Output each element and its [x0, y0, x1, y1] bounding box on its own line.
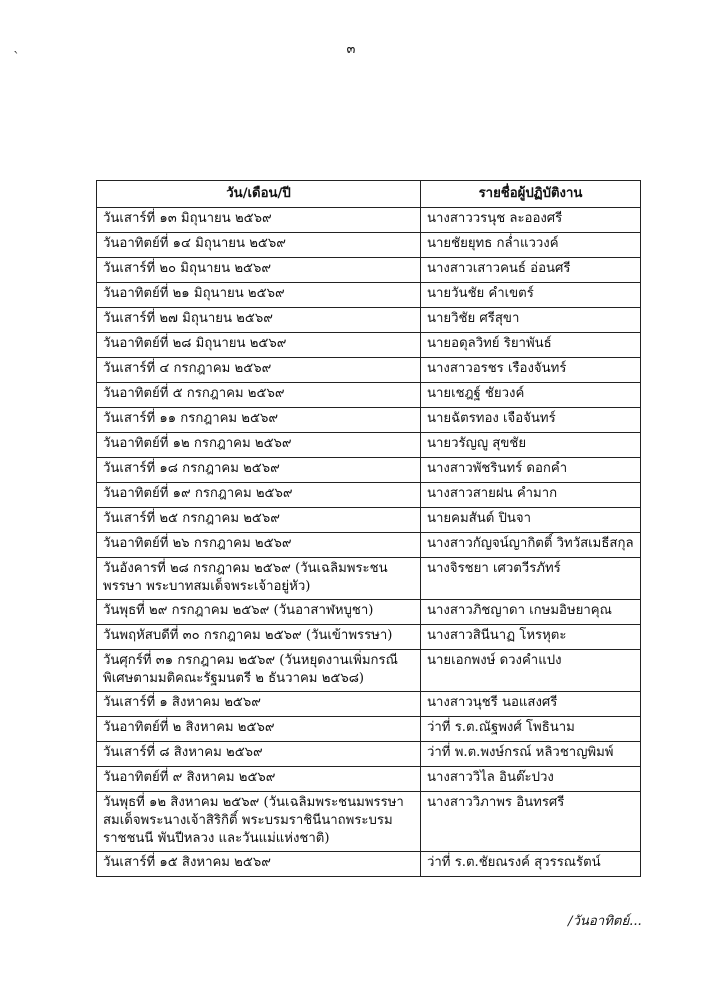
row-date-cell: วันอาทิตย์ที่ ๒๘ มิถุนายน ๒๕๖๙	[97, 333, 421, 358]
row-date-cell: วันอาทิตย์ที่ ๒๑ มิถุนายน ๒๕๖๙	[97, 283, 421, 308]
row-name-cell: นายวันชัย คำเขตร์	[421, 283, 641, 308]
row-name-cell: นางสาวสินีนาฏ โหรหุตะ	[421, 625, 641, 650]
row-name-cell: นายวรัญญู สุขชัย	[421, 433, 641, 458]
table-row	[97, 283, 641, 308]
row-date-cell: วันเสาร์ที่ ๒๗ มิถุนายน ๒๕๖๙	[97, 308, 421, 333]
row-name-cell: นางจิรชยา เศวตวีรภัทร์	[421, 558, 641, 600]
row-date-cell: วันเสาร์ที่ ๔ กรกฎาคม ๒๕๖๙	[97, 358, 421, 383]
table-row	[97, 767, 641, 792]
row-date-cell: วันพุธที่ ๑๒ สิงหาคม ๒๕๖๙ (วันเฉลิมพระชนมพรรษา สมเด็จพระนางเจ้าสิริกิติ์ พระบรมราชินีนาถพระบรมราชชนนี พันปีหลวง และวันแม่แห่งชาติ)	[97, 792, 421, 852]
table-row	[97, 558, 641, 600]
row-date-cell: วันเสาร์ที่ ๑๕ สิงหาคม ๒๕๖๙	[97, 852, 421, 877]
table-row	[97, 625, 641, 650]
scan-speck: `	[13, 50, 20, 66]
table-row	[97, 358, 641, 383]
table-row	[97, 692, 641, 717]
header-name: รายชื่อผู้ปฏิบัติงาน	[421, 181, 641, 208]
header-date: วัน/เดือน/ปี	[97, 181, 421, 208]
table-row	[97, 717, 641, 742]
row-date-cell: วันเสาร์ที่ ๒๐ มิถุนายน ๒๕๖๙	[97, 258, 421, 283]
table-row	[97, 308, 641, 333]
row-name-cell: ว่าที่ ร.ต.ณัฐพงศ์ โพธินาม	[421, 717, 641, 742]
row-date-cell: วันเสาร์ที่ ๑ สิงหาคม ๒๕๖๙	[97, 692, 421, 717]
table-row	[97, 408, 641, 433]
row-date-cell: วันเสาร์ที่ ๑๑ กรกฎาคม ๒๕๖๙	[97, 408, 421, 433]
table-row	[97, 383, 641, 408]
row-name-cell: นายอดุลวิทย์ ริยาพันธ์	[421, 333, 641, 358]
table-row	[97, 433, 641, 458]
row-name-cell: นางสาววรนุช ละอองศรี	[421, 208, 641, 233]
row-name-cell: นางสาวกัญจน์ญากิตติ์ วิทวัสเมธีสกุล	[421, 533, 641, 558]
duty-roster-table	[96, 180, 641, 877]
row-date-cell: วันอาทิตย์ที่ ๑๔ มิถุนายน ๒๕๖๙	[97, 233, 421, 258]
row-name-cell: นางสาวเสาวคนธ์ อ่อนศรี	[421, 258, 641, 283]
table-row	[97, 208, 641, 233]
table-body	[97, 208, 641, 877]
row-date-cell: วันอาทิตย์ที่ ๒๖ กรกฎาคม ๒๕๖๙	[97, 533, 421, 558]
continuation-note: /วันอาทิตย์...	[568, 914, 642, 929]
row-date-cell: วันอาทิตย์ที่ ๑๒ กรกฎาคม ๒๕๖๙	[97, 433, 421, 458]
table-row	[97, 533, 641, 558]
row-name-cell: นางสาววิไล อินต๊ะปวง	[421, 767, 641, 792]
table-row	[97, 650, 641, 692]
row-date-cell: วันเสาร์ที่ ๑๓ มิถุนายน ๒๕๖๙	[97, 208, 421, 233]
row-date-cell: วันอาทิตย์ที่ ๕ กรกฎาคม ๒๕๖๙	[97, 383, 421, 408]
row-date-cell: วันอังคารที่ ๒๘ กรกฎาคม ๒๕๖๙ (วันเฉลิมพระชนพรรษา พระบาทสมเด็จพระเจ้าอยู่หัว)	[97, 558, 421, 600]
row-name-cell: นายเอกพงษ์ ดวงคำแปง	[421, 650, 641, 692]
table-row	[97, 792, 641, 852]
row-name-cell: ว่าที่ ร.ต.ชัยณรงค์ สุวรรณรัตน์	[421, 852, 641, 877]
table-row	[97, 852, 641, 877]
row-date-cell: วันอาทิตย์ที่ ๒ สิงหาคม ๒๕๖๙	[97, 717, 421, 742]
row-name-cell: นายคมสันต์ ปินจา	[421, 508, 641, 533]
table-row	[97, 508, 641, 533]
row-name-cell: นางสาวสายฝน คำมาก	[421, 483, 641, 508]
row-name-cell: นางสาวภิชญาดา เกษมอิษยาคุณ	[421, 600, 641, 625]
row-name-cell: นายฉัตรทอง เจือจันทร์	[421, 408, 641, 433]
page-number: ๓	[346, 42, 356, 57]
row-name-cell: นางสาววิภาพร อินทรศรี	[421, 792, 641, 852]
table-row	[97, 600, 641, 625]
table-header-row	[97, 181, 641, 208]
row-name-cell: นางสาวนุชรี นอแสงศรี	[421, 692, 641, 717]
row-name-cell: นายวิชัย ศรีสุขา	[421, 308, 641, 333]
row-date-cell: วันพุธที่ ๒๙ กรกฎาคม ๒๕๖๙ (วันอาสาฬหบูชา)	[97, 600, 421, 625]
row-name-cell: นางสาวอรชร เรืองจันทร์	[421, 358, 641, 383]
row-name-cell: นางสาวพัชรินทร์ ดอกคำ	[421, 458, 641, 483]
row-name-cell: นายเชฎฐ์ ชัยวงค์	[421, 383, 641, 408]
row-date-cell: วันเสาร์ที่ ๒๕ กรกฎาคม ๒๕๖๙	[97, 508, 421, 533]
row-date-cell: วันอาทิตย์ที่ ๙ สิงหาคม ๒๕๖๙	[97, 767, 421, 792]
row-date-cell: วันเสาร์ที่ ๑๘ กรกฎาคม ๒๕๖๙	[97, 458, 421, 483]
table-row	[97, 458, 641, 483]
row-date-cell: วันอาทิตย์ที่ ๑๙ กรกฎาคม ๒๕๖๙	[97, 483, 421, 508]
row-date-cell: วันศุกร์ที่ ๓๑ กรกฎาคม ๒๕๖๙ (วันหยุดงานเพิ่มกรณีพิเศษตามมติคณะรัฐมนตรี ๒ ธันวาคม ๒๕๖๘)	[97, 650, 421, 692]
table-row	[97, 333, 641, 358]
row-name-cell: นายชัยยุทธ กล่ำแววงค์	[421, 233, 641, 258]
row-date-cell: วันเสาร์ที่ ๘ สิงหาคม ๒๕๖๙	[97, 742, 421, 767]
row-name-cell: ว่าที่ พ.ต.พงษ์กรณ์ หลิวชาญพิมพ์	[421, 742, 641, 767]
table-row	[97, 742, 641, 767]
row-date-cell: วันพฤหัสบดีที่ ๓๐ กรกฎาคม ๒๕๖๙ (วันเข้าพรรษา)	[97, 625, 421, 650]
table-row	[97, 258, 641, 283]
table-row	[97, 483, 641, 508]
table-row	[97, 233, 641, 258]
